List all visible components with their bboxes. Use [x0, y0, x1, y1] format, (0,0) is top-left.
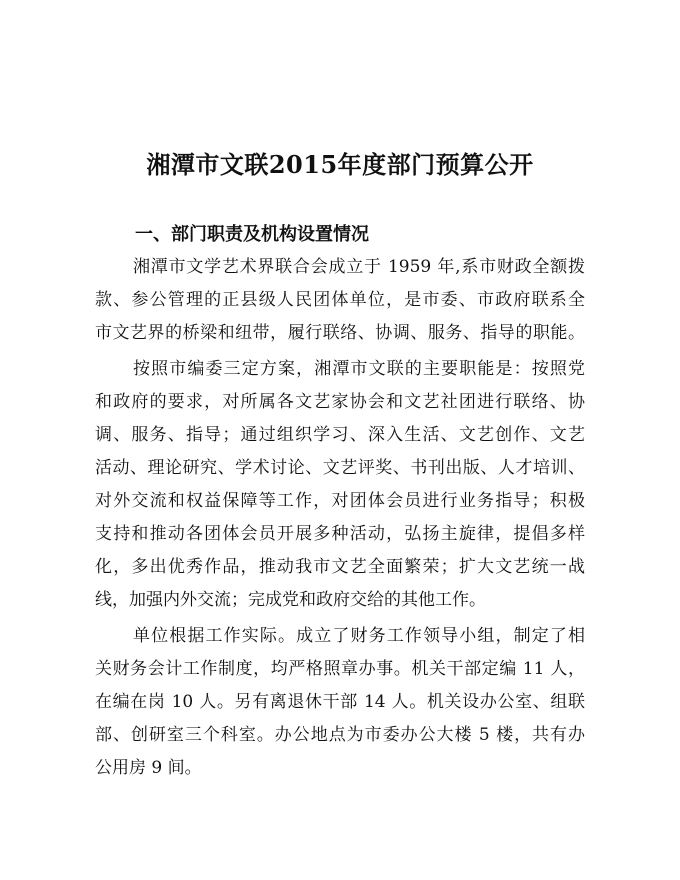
paragraph-line: 湘潭市文学艺术界联合会成立于 1959 年,系市财政全额拨 [133, 257, 585, 277]
paragraph-line: 对外交流和权益保障等工作，对团体会员进行业务指导；积极 [95, 491, 585, 511]
document-title: 湘潭市文联2015年度部门预算公开 [146, 150, 534, 179]
document-body [95, 218, 585, 785]
paragraph-line: 关财务会计工作制度，均严格照章办事。机关干部定编 11 人， [95, 659, 585, 679]
paragraph-line: 和政府的要求，对所属各文艺家协会和文艺社团进行联络、协 [95, 392, 585, 412]
paragraph-organization [95, 620, 585, 785]
paragraph-line: 公用房 9 间。 [95, 758, 202, 778]
paragraph-line: 单位根据工作实际。成立了财务工作领导小组，制定了相 [133, 626, 585, 646]
paragraph-establishment [95, 251, 585, 350]
paragraph-line: 款、参公管理的正县级人民团体单位，是市委、市政府联系全 [95, 290, 585, 310]
paragraph-line: 调、服务、指导；通过组织学习、深入生活、文艺创作、文艺 [95, 425, 585, 445]
paragraph-main-functions [95, 353, 585, 617]
paragraph-line: 按照市编委三定方案，湘潭市文联的主要职能是：按照党 [133, 359, 585, 379]
paragraph-line: 市文艺界的桥梁和纽带，履行联络、协调、服务、指导的职能。 [95, 323, 585, 343]
paragraph-line: 线，加强内外交流；完成党和政府交给的其他工作。 [95, 590, 486, 610]
section-heading: 一、部门职责及机构设置情况 [135, 224, 369, 245]
paragraph-line: 活动、理论研究、学术讨论、文艺评奖、书刊出版、人才培训、 [95, 458, 585, 478]
paragraph-line: 化，多出优秀作品，推动我市文艺全面繁荣；扩大文艺统一战 [95, 557, 585, 577]
paragraph-line: 部、创研室三个科室。办公地点为市委办公大楼 5 楼，共有办 [95, 725, 585, 745]
paragraph-line: 在编在岗 10 人。另有离退休干部 14 人。机关设办公室、组联 [95, 692, 585, 712]
paragraph-line: 支持和推动各团体会员开展多种活动，弘扬主旋律，提倡多样 [95, 524, 585, 544]
